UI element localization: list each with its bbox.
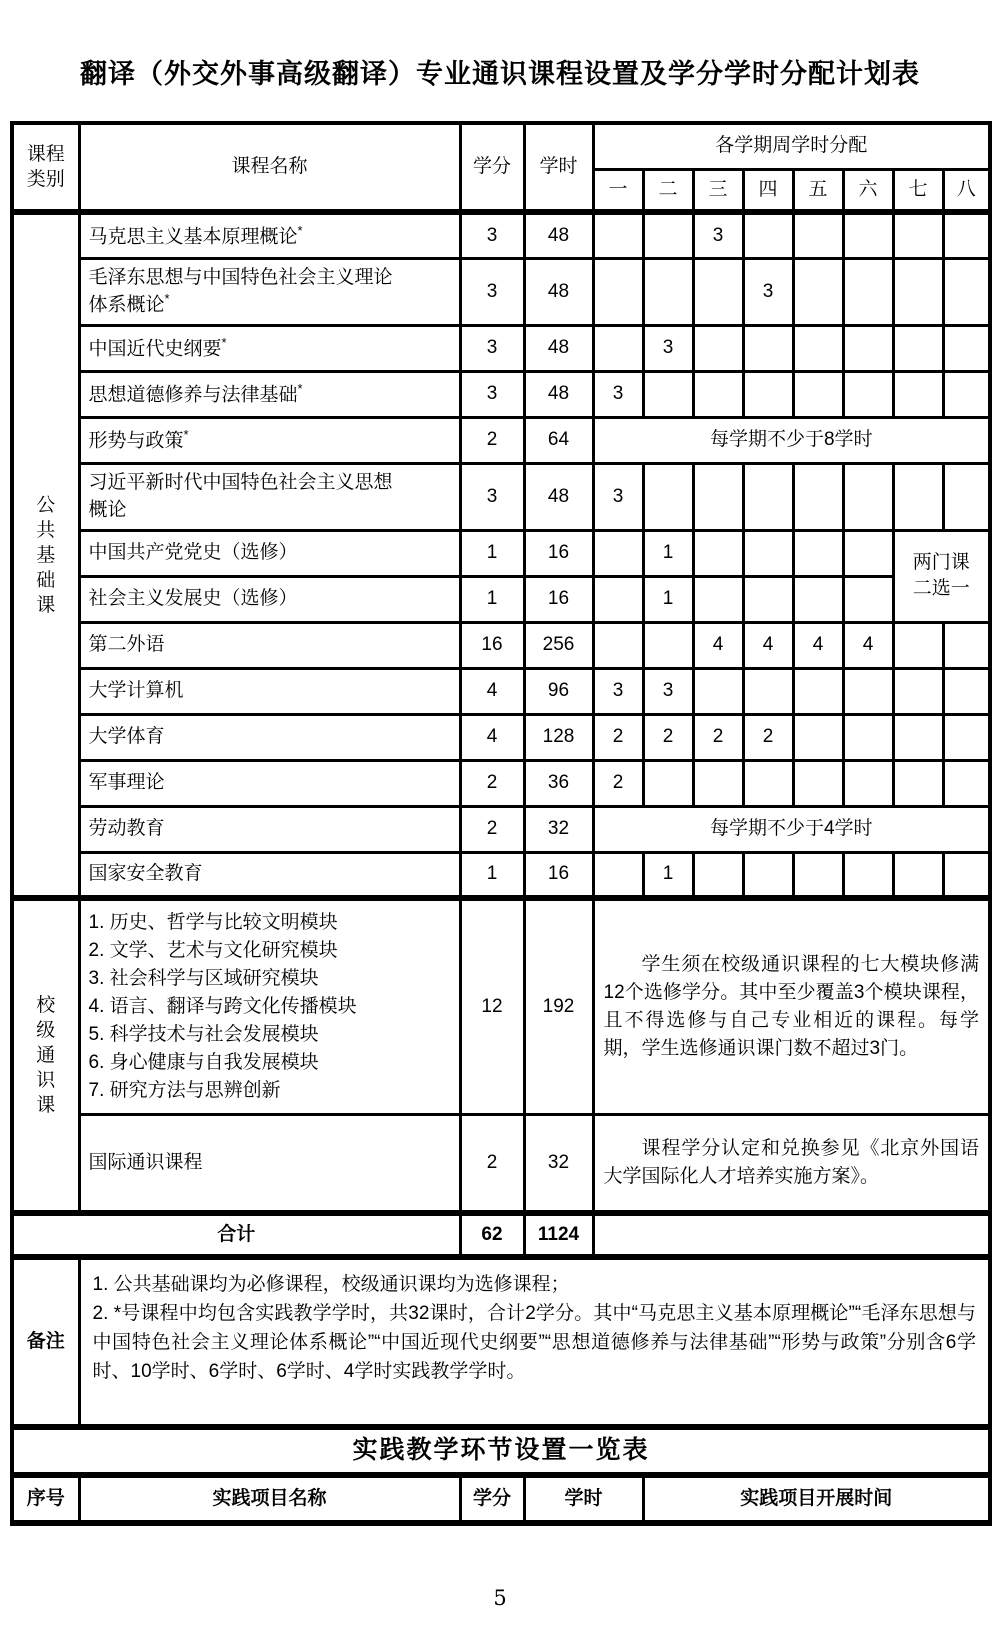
hours-cell: 32 (524, 1115, 593, 1213)
note-text: 课程学分认定和兑换参见《北京外国语大学国际化人才培养实施方案》。 (603, 1137, 980, 1187)
sem-cell (593, 576, 643, 622)
sem-cell (593, 622, 643, 668)
total-credits: 62 (460, 1213, 524, 1257)
credits-cell: 3 (460, 258, 524, 325)
practice-star: * (164, 291, 170, 307)
sem-cell: 4 (693, 622, 743, 668)
header-sem-7: 七 (893, 169, 943, 212)
sem-cell: 2 (593, 760, 643, 806)
sem-cell (943, 622, 990, 668)
sem-cell (843, 760, 893, 806)
practice-header-index: 序号 (12, 1475, 79, 1523)
hours-cell: 16 (524, 576, 593, 622)
sem-cell (793, 463, 843, 530)
sem-cell: 3 (743, 258, 793, 325)
sem-cell (643, 212, 693, 258)
hours-cell: 192 (524, 898, 593, 1115)
remarks-label: 备注 (12, 1257, 79, 1427)
hours-cell: 36 (524, 760, 593, 806)
course-name-cell (79, 417, 460, 463)
sem-cell (693, 852, 743, 898)
practice-table-title-row (12, 1427, 990, 1475)
sem-cell (743, 576, 793, 622)
module-item: 2. 文学、艺术与文化研究模块 (88, 940, 338, 961)
sem-cell (693, 668, 743, 714)
course-name-cell (79, 212, 460, 258)
course-name: 中国共产党党史（选修） (88, 542, 298, 564)
sem-cell (743, 852, 793, 898)
section-label-public-basic: 公共基础课 (12, 212, 79, 898)
course-name: 第二外语 (88, 634, 165, 656)
sem-cell (893, 325, 943, 371)
credits-cell: 2 (460, 760, 524, 806)
sem-cell (943, 760, 990, 806)
header-sem-5: 五 (793, 169, 843, 212)
module-list-cell (79, 898, 460, 1115)
hours-cell: 96 (524, 668, 593, 714)
course-name: 大学计算机 (88, 680, 184, 702)
sem-cell (893, 371, 943, 417)
hours-cell: 32 (524, 806, 593, 852)
course-row (12, 1115, 990, 1213)
course-name-cell (79, 371, 460, 417)
sem-cell: 1 (643, 530, 693, 576)
credits-cell: 3 (460, 463, 524, 530)
header-sem-6: 六 (843, 169, 893, 212)
header-credits: 学分 (460, 123, 524, 212)
note-text: 学生须在校级通识课程的七大模块修满12个选修学分。其中至少覆盖3个模块课程，且不得选修与自己专业相近的课程。每学期，学生选修通识课门数不超过3门。 (603, 954, 980, 1059)
sem-cell (693, 760, 743, 806)
practice-header-credits: 学分 (460, 1475, 524, 1523)
sem-cell (793, 668, 843, 714)
sem-cell (743, 463, 793, 530)
header-sem-1: 一 (593, 169, 643, 212)
sem-cell (743, 668, 793, 714)
course-name-cell (79, 622, 460, 668)
practice-star: * (297, 222, 303, 238)
curriculum-table (10, 121, 992, 1526)
sem-cell (893, 760, 943, 806)
sem-cell (893, 212, 943, 258)
hours-cell: 48 (524, 325, 593, 371)
sem-cell (843, 576, 893, 622)
credits-cell: 1 (460, 530, 524, 576)
practice-star: * (221, 335, 227, 351)
credits-cell: 1 (460, 852, 524, 898)
sem-cell: 2 (593, 714, 643, 760)
sem-cell (793, 852, 843, 898)
credits-cell: 1 (460, 576, 524, 622)
sem-cell (943, 852, 990, 898)
credits-cell: 2 (460, 806, 524, 852)
course-row (12, 258, 990, 325)
sem-cell (843, 212, 893, 258)
sem-cell (843, 714, 893, 760)
hours-cell: 64 (524, 417, 593, 463)
sem-cell (793, 576, 843, 622)
course-name: 军事理论 (88, 772, 165, 794)
sem-cell (743, 760, 793, 806)
credits-cell: 3 (460, 212, 524, 258)
remark-item: 1. 公共基础课均为必修课程，校级通识课均为选修课程； (92, 1273, 570, 1295)
hours-cell: 48 (524, 371, 593, 417)
sem-cell (943, 463, 990, 530)
course-name: 思想道德修养与法律基础 (88, 384, 298, 406)
sem-cell (793, 212, 843, 258)
credits-cell: 4 (460, 714, 524, 760)
sem-cell (943, 668, 990, 714)
module-item: 6. 身心健康与自我发展模块 (88, 1052, 319, 1073)
course-name-cell (79, 760, 460, 806)
sem-cell (893, 622, 943, 668)
course-name-cell (79, 258, 460, 325)
course-name: 习近平新时代中国特色社会主义思想概论 (88, 471, 393, 521)
practice-header-name: 实践项目名称 (79, 1475, 460, 1523)
practice-star: * (183, 427, 189, 443)
sem-cell: 3 (643, 668, 693, 714)
total-hours: 1124 (524, 1213, 593, 1257)
header-sem-8: 八 (943, 169, 990, 212)
sem-cell (843, 530, 893, 576)
header-sem-2: 二 (643, 169, 693, 212)
course-row (12, 622, 990, 668)
sem-cell (693, 371, 743, 417)
course-name-cell (79, 463, 460, 530)
remarks-content (79, 1257, 990, 1427)
sem-cell (893, 258, 943, 325)
course-name-cell (79, 1115, 460, 1213)
sem-cell (943, 212, 990, 258)
sem-cell (843, 852, 893, 898)
credits-cell: 4 (460, 668, 524, 714)
hours-cell: 16 (524, 852, 593, 898)
hours-cell: 48 (524, 258, 593, 325)
hours-cell: 256 (524, 622, 593, 668)
sem-cell (643, 258, 693, 325)
sem-cell: 1 (643, 576, 693, 622)
sem-cell (643, 371, 693, 417)
sem-cell (693, 463, 743, 530)
header-sem-3: 三 (693, 169, 743, 212)
credits-cell: 2 (460, 1115, 524, 1213)
course-name: 毛泽东思想与中国特色社会主义理论体系概论 (88, 266, 393, 316)
practice-table-header-row (12, 1475, 990, 1523)
sem-cell: 2 (693, 714, 743, 760)
header-hours: 学时 (524, 123, 593, 212)
sem-cell: 3 (643, 325, 693, 371)
credits-cell: 2 (460, 417, 524, 463)
sem-cell (693, 325, 743, 371)
header-course-name: 课程名称 (79, 123, 460, 212)
course-row (12, 760, 990, 806)
module-item: 1. 历史、哲学与比较文明模块 (88, 912, 338, 933)
sem-cell: 3 (593, 463, 643, 530)
course-name: 国际通识课程 (88, 1151, 203, 1173)
page-title: 翻译（外交外事高级翻译）专业通识课程设置及学分学时分配计划表 (80, 59, 920, 89)
sem-cell (793, 714, 843, 760)
sem-cell (893, 463, 943, 530)
hours-cell: 48 (524, 463, 593, 530)
course-row (12, 212, 990, 258)
course-name-cell (79, 530, 460, 576)
course-name: 马克思主义基本原理概论 (88, 226, 298, 248)
sem-cell (643, 622, 693, 668)
sem-cell (843, 463, 893, 530)
sem-cell (643, 463, 693, 530)
practice-header-hours: 学时 (524, 1475, 643, 1523)
sem-cell (943, 325, 990, 371)
sem-cell (943, 258, 990, 325)
sem-cell (593, 212, 643, 258)
sem-cell: 3 (593, 668, 643, 714)
course-name-cell (79, 714, 460, 760)
total-empty-cell (593, 1213, 990, 1257)
header-sem-4: 四 (743, 169, 793, 212)
sem-cell (593, 258, 643, 325)
sem-cell (793, 325, 843, 371)
course-name-cell (79, 806, 460, 852)
elective-note-line: 两门课 (912, 552, 970, 574)
sem-cell (643, 760, 693, 806)
course-row (12, 576, 990, 622)
sem-cell (693, 576, 743, 622)
sem-cell: 4 (843, 622, 893, 668)
sem-cell (893, 668, 943, 714)
sem-cell (693, 258, 743, 325)
sem-cell (843, 258, 893, 325)
sem-cell: 1 (643, 852, 693, 898)
section-label-general-edu: 校级通识课 (12, 898, 79, 1213)
course-name: 劳动教育 (88, 818, 165, 840)
sem-cell (743, 530, 793, 576)
course-row (12, 463, 990, 530)
module-row (12, 898, 990, 1115)
total-row (12, 1213, 990, 1257)
sem-cell: 2 (743, 714, 793, 760)
credits-cell: 3 (460, 371, 524, 417)
sem-cell (793, 760, 843, 806)
sem-cell (843, 668, 893, 714)
hours-cell: 128 (524, 714, 593, 760)
sem-cell (743, 212, 793, 258)
sem-cell (593, 530, 643, 576)
header-category: 课程类别 (12, 123, 79, 212)
sem-cell (593, 852, 643, 898)
module-item: 4. 语言、翻译与跨文化传播模块 (88, 996, 357, 1017)
header-semester-distribution: 各学期周学时分配 (593, 123, 990, 169)
credits-cell: 3 (460, 325, 524, 371)
course-name-cell (79, 576, 460, 622)
page-number: 5 (493, 1586, 507, 1610)
sem-cell (793, 258, 843, 325)
practice-header-schedule: 实践项目开展时间 (643, 1475, 990, 1523)
sem-cell (793, 530, 843, 576)
sem-cell (793, 371, 843, 417)
course-row (12, 530, 990, 576)
hours-cell: 48 (524, 212, 593, 258)
course-row (12, 668, 990, 714)
sem-cell (843, 371, 893, 417)
module-item: 7. 研究方法与思辨创新 (88, 1080, 281, 1101)
course-row (12, 852, 990, 898)
sem-cell: 3 (593, 371, 643, 417)
semester-note-cell: 每学期不少于8学时 (593, 417, 990, 463)
sem-cell (593, 325, 643, 371)
intl-course-note (593, 1115, 990, 1213)
credits-cell: 12 (460, 898, 524, 1115)
sem-cell (743, 325, 793, 371)
module-item: 5. 科学技术与社会发展模块 (88, 1024, 319, 1045)
semester-note-cell: 每学期不少于4学时 (593, 806, 990, 852)
practice-star: * (297, 381, 303, 397)
elective-choice-note (893, 530, 990, 622)
sem-cell (843, 325, 893, 371)
course-row (12, 371, 990, 417)
sem-cell (893, 714, 943, 760)
course-name: 中国近代史纲要 (88, 338, 222, 360)
credits-cell: 16 (460, 622, 524, 668)
hours-cell: 16 (524, 530, 593, 576)
table-header-row-1 (12, 123, 990, 169)
modules-requirement-note (593, 898, 990, 1115)
sem-cell (893, 852, 943, 898)
module-item: 3. 社会科学与区域研究模块 (88, 968, 319, 989)
course-name-cell (79, 852, 460, 898)
elective-note-line: 二选一 (912, 578, 970, 599)
practice-table-title: 实践教学环节设置一览表 (12, 1427, 990, 1475)
sem-cell: 2 (643, 714, 693, 760)
sem-cell (693, 530, 743, 576)
course-name: 大学体育 (88, 726, 165, 748)
course-name-cell (79, 325, 460, 371)
course-name: 形势与政策 (88, 430, 184, 452)
course-row (12, 714, 990, 760)
sem-cell (943, 714, 990, 760)
remarks-row (12, 1257, 990, 1427)
course-name: 社会主义发展史（选修） (88, 588, 298, 610)
course-name: 国家安全教育 (88, 863, 203, 885)
course-row (12, 417, 990, 463)
remark-item: 2. *号课程中均包含实践教学学时，共32课时，合计2学分。其中“马克思主义基本原理概论”“毛泽东思想与中国特色社会主义理论体系概论”“中国近现代史纲要”“思想道德修养与法律基础”“形势与政策”分别含6学时、10学时、6学时、6学时、4学时实践教学学时。 (92, 1302, 977, 1382)
sem-cell (743, 371, 793, 417)
total-label: 合计 (12, 1213, 460, 1257)
course-row (12, 325, 990, 371)
course-name-cell (79, 668, 460, 714)
sem-cell (943, 371, 990, 417)
sem-cell: 4 (793, 622, 843, 668)
sem-cell: 4 (743, 622, 793, 668)
sem-cell: 3 (693, 212, 743, 258)
course-row (12, 806, 990, 852)
